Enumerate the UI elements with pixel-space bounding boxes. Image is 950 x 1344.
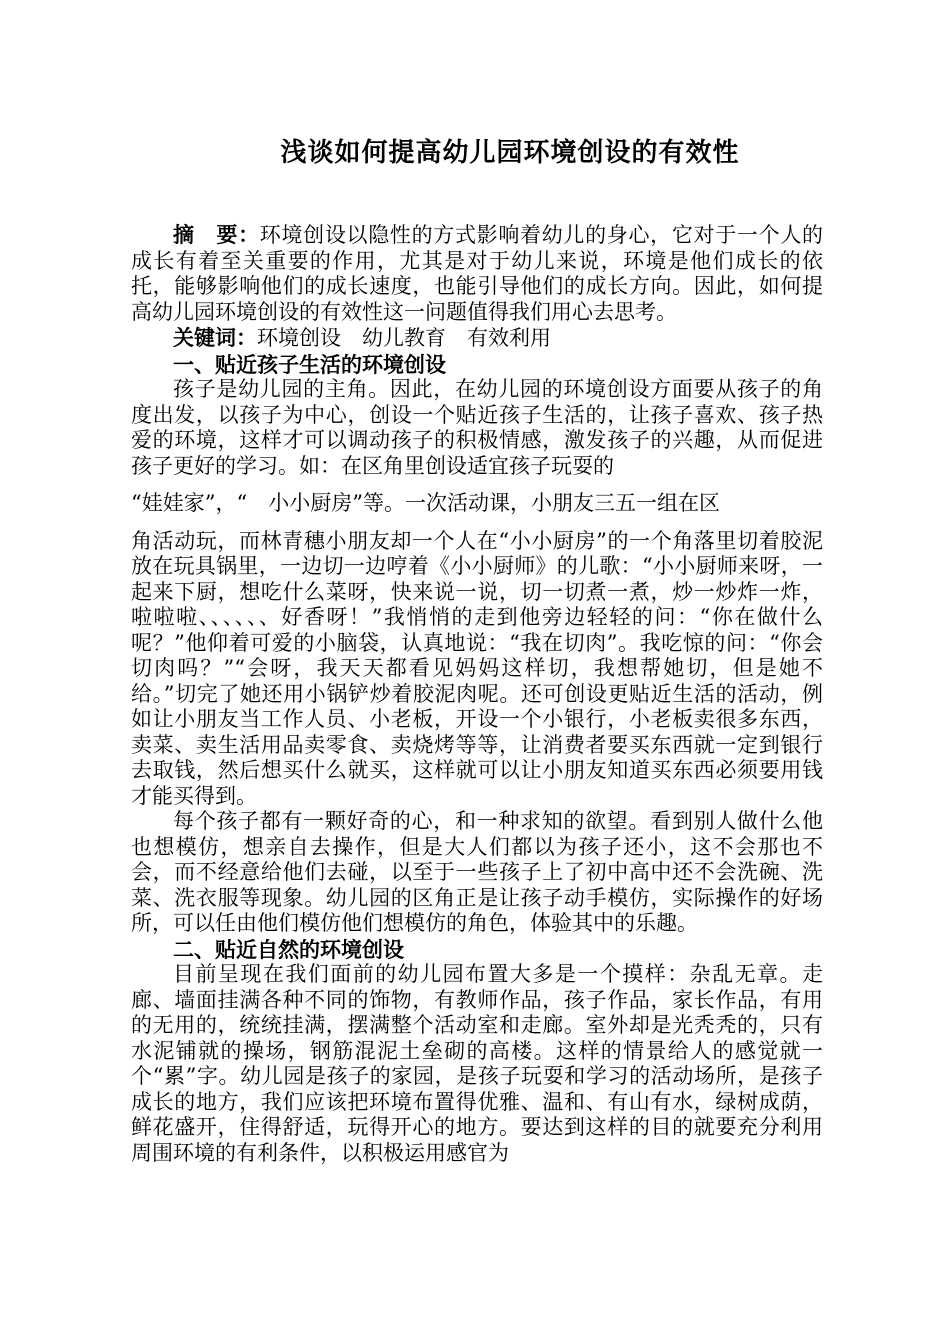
paragraph-1b: “娃娃家”，“ 小小厨房”等。一次活动课，小朋友三五一组在区 xyxy=(131,491,720,515)
document-body xyxy=(131,222,823,1166)
keywords-paragraph xyxy=(131,325,823,352)
keywords-label: 关键词： xyxy=(173,325,257,350)
paragraph-3: 目前呈现在我们面前的幼儿园布置大多是一个摸样：杂乱无章。走廊、墙面挂满各种不同的饰物，有教师作品，孩子作品，家长作品，有用的无用的，统统挂满，摆满整个活动室和走廊。室外却是光秃秃的，只有水泥铺就的操场，钢筋混泥土垒砌的高楼。这样的情景给人的感觉就一个“累”字。幼儿园是孩子的家园，是孩子玩耍和学习的活动场所，是孩子成长的地方，我们应该把环境布置得优雅、温和、有山有水，绿树成荫，鲜花盛开，住得舒适，玩得开心的地方。要达到这样的目的就要充分利用周围环境的有利条件，以积极运用感官为 xyxy=(131,962,823,1165)
keywords-text: 环境创设 幼儿教育 有效利用 xyxy=(257,326,551,350)
page-title: 浅谈如何提高幼儿园环境创设的有效性 xyxy=(280,138,740,168)
paragraph-1c: 角活动玩，而林青穗小朋友却一个人在“小小厨房”的一个角落里切着胶泥放在玩具锅里，一边切一边哼着《小小厨师》的儿歌：“小小厨师来呀，一起来下厨，想吃什么菜呀，快来说一说，切一切煮一煮，炒一炒炸一炸，啦啦啦、、、、、、好香呀！”我悄悄的走到他旁边轻轻的问：“你在做什么呢？”他仰着可爱的小脑袋，认真地说：“我在切肉”。我吃惊的问：“你会切肉吗？”“会呀，我天天都看见妈妈这样切，我想帮她切，但是她不给。”切完了她还用小锅铲炒着胶泥肉呢。还可创设更贴近生活的活动，例如让小朋友当工作人员、小老板，开设一个小银行，小老板卖很多东西，卖菜、卖生活用品卖零食、卖烧烤等等，让消费者要买东西就一定到银行去取钱，然后想买什么就买，这样就可以让小朋友知道买东西必须要用钱才能买得到。 xyxy=(131,528,823,808)
abstract-text: 环境创设以隐性的方式影响着幼儿的身心，它对于一个人的成长有着至关重要的作用，尤其是对于幼儿来说，环境是他们成长的依托，能够影响他们的成长速度，也能引导他们的成长方向。因此，如何提高幼儿园环境创设的有效性这一问题值得我们用心去思考。 xyxy=(131,223,824,324)
paragraph-1a: 孩子是幼儿园的主角。因此，在幼儿园的环境创设方面要从孩子的角度出发，以孩子为中心，创设一个贴近孩子生活的，让孩子喜欢、孩子热爱的环境，这样才可以调动孩子的积极情感，激发孩子的兴趣，从而促进孩子更好的学习。如：在区角里创设适宜孩子玩耍的 xyxy=(131,377,823,478)
section-heading-1: 一、贴近孩子生活的环境创设 xyxy=(173,351,446,377)
abstract-label: 摘 要： xyxy=(173,222,260,247)
paragraph-2: 每个孩子都有一颗好奇的心，和一种求知的欲望。看到别人做什么他也想模仿，想亲自去操作，但是大人们都以为孩子还小，这不会那也不会，而不经意给他们去碰，以至于一些孩子上了初中高中还不会洗碗、洗菜、洗衣服等现象。幼儿园的区角正是让孩子动手模仿，实际操作的好场所，可以任由他们模仿他们想模仿的角色，体验其中的乐趣。 xyxy=(131,809,823,935)
abstract-paragraph xyxy=(131,222,823,325)
section-heading-2: 二、贴近自然的环境创设 xyxy=(173,936,404,962)
